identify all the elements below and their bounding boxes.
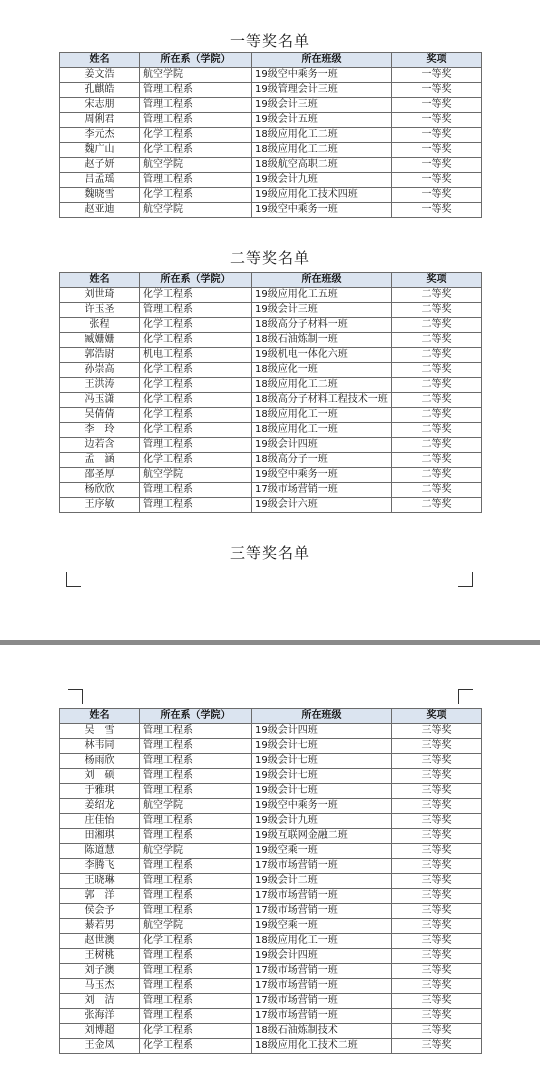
header-award: 奖项	[392, 709, 482, 724]
cell-department: 管理工程系	[140, 113, 252, 128]
table-row	[60, 829, 482, 844]
cell-name: 陈道慧	[60, 844, 140, 859]
cell-class: 18级航空高职二班	[252, 158, 392, 173]
cell-class: 19级管理会计三班	[252, 83, 392, 98]
header-award: 奖项	[392, 273, 482, 288]
cell-class: 19级空乘一班	[252, 844, 392, 859]
cell-department: 航空学院	[140, 799, 252, 814]
table-row	[60, 288, 482, 303]
cell-class: 18级高分子材料工程技术一班	[252, 393, 392, 408]
second-prize-table	[59, 272, 482, 513]
cell-class: 17级市场营销一班	[252, 889, 392, 904]
cell-class: 17级市场营销一班	[252, 1009, 392, 1024]
cell-class: 18级应用化工一班	[252, 408, 392, 423]
cell-name: 赵亚迪	[60, 203, 140, 218]
cell-name: 许玉圣	[60, 303, 140, 318]
cell-department: 化学工程系	[140, 363, 252, 378]
first-prize-table	[59, 52, 482, 218]
crop-mark-bottom-left	[66, 572, 81, 587]
cell-award: 三等奖	[392, 814, 482, 829]
document-page-2	[0, 645, 540, 1068]
cell-award: 三等奖	[392, 994, 482, 1009]
cell-department: 管理工程系	[140, 724, 252, 739]
table-header-row	[60, 53, 482, 68]
cell-award: 二等奖	[392, 393, 482, 408]
table-row	[60, 483, 482, 498]
table-row	[60, 143, 482, 158]
table-row	[60, 83, 482, 98]
table-row	[60, 769, 482, 784]
cell-class: 18级石油炼制一班	[252, 333, 392, 348]
cell-award: 二等奖	[392, 423, 482, 438]
cell-class: 18级应化一班	[252, 363, 392, 378]
cell-award: 二等奖	[392, 498, 482, 513]
cell-award: 三等奖	[392, 889, 482, 904]
table-row	[60, 68, 482, 83]
section-title-second-prize: 二等奖名单	[229, 249, 310, 267]
cell-name: 李 玲	[60, 423, 140, 438]
header-class: 所在班级	[252, 709, 392, 724]
cell-class: 19级会计五班	[252, 113, 392, 128]
cell-department: 化学工程系	[140, 143, 252, 158]
cell-name: 吴 雪	[60, 724, 140, 739]
cell-class: 18级应用化工二班	[252, 128, 392, 143]
table-row	[60, 158, 482, 173]
table-row	[60, 1024, 482, 1039]
cell-class: 19级会计四班	[252, 724, 392, 739]
cell-name: 孔麒皓	[60, 83, 140, 98]
cell-department: 化学工程系	[140, 1024, 252, 1039]
cell-class: 19级会计九班	[252, 173, 392, 188]
table-header-row	[60, 273, 482, 288]
table-row	[60, 739, 482, 754]
cell-class: 19级机电一体化六班	[252, 348, 392, 363]
cell-award: 二等奖	[392, 453, 482, 468]
cell-award: 三等奖	[392, 964, 482, 979]
cell-department: 化学工程系	[140, 423, 252, 438]
table-row	[60, 844, 482, 859]
cell-name: 林韦同	[60, 739, 140, 754]
cell-award: 一等奖	[392, 68, 482, 83]
cell-department: 化学工程系	[140, 288, 252, 303]
cell-award: 三等奖	[392, 739, 482, 754]
cell-name: 张程	[60, 318, 140, 333]
cell-name: 姜文浩	[60, 68, 140, 83]
cell-class: 18级高分子一班	[252, 453, 392, 468]
cell-department: 化学工程系	[140, 378, 252, 393]
cell-award: 一等奖	[392, 188, 482, 203]
cell-department: 管理工程系	[140, 814, 252, 829]
cell-award: 三等奖	[392, 784, 482, 799]
table-row	[60, 113, 482, 128]
cell-class: 19级会计九班	[252, 814, 392, 829]
cell-department: 管理工程系	[140, 889, 252, 904]
header-class: 所在班级	[252, 53, 392, 68]
cell-award: 一等奖	[392, 143, 482, 158]
header-department: 所在系（学院）	[140, 53, 252, 68]
cell-award: 三等奖	[392, 1039, 482, 1054]
table-row	[60, 453, 482, 468]
cell-class: 18级应用化工一班	[252, 423, 392, 438]
cell-class: 17级市场营销一班	[252, 979, 392, 994]
cell-name: 王序敏	[60, 498, 140, 513]
cell-class: 19级互联网金融二班	[252, 829, 392, 844]
cell-class: 18级应用化工二班	[252, 378, 392, 393]
table-row	[60, 859, 482, 874]
cell-name: 魏广山	[60, 143, 140, 158]
cell-name: 魏晓雪	[60, 188, 140, 203]
table-row	[60, 964, 482, 979]
cell-department: 管理工程系	[140, 904, 252, 919]
cell-name: 臧姗姗	[60, 333, 140, 348]
table-row	[60, 724, 482, 739]
cell-department: 化学工程系	[140, 333, 252, 348]
cell-name: 王金凤	[60, 1039, 140, 1054]
cell-department: 机电工程系	[140, 348, 252, 363]
cell-name: 刘 洁	[60, 994, 140, 1009]
cell-name: 李元杰	[60, 128, 140, 143]
cell-award: 一等奖	[392, 203, 482, 218]
cell-class: 18级应用化工技术二班	[252, 1039, 392, 1054]
cell-department: 管理工程系	[140, 1009, 252, 1024]
cell-department: 化学工程系	[140, 453, 252, 468]
table-row	[60, 498, 482, 513]
cell-name: 于雅琪	[60, 784, 140, 799]
cell-department: 航空学院	[140, 203, 252, 218]
cell-department: 管理工程系	[140, 98, 252, 113]
cell-award: 二等奖	[392, 378, 482, 393]
cell-class: 19级会计三班	[252, 98, 392, 113]
cell-award: 三等奖	[392, 829, 482, 844]
cell-award: 三等奖	[392, 724, 482, 739]
cell-award: 三等奖	[392, 934, 482, 949]
cell-name: 边若含	[60, 438, 140, 453]
cell-class: 19级会计四班	[252, 949, 392, 964]
header-class: 所在班级	[252, 273, 392, 288]
table-row	[60, 799, 482, 814]
cell-award: 一等奖	[392, 113, 482, 128]
cell-class: 19级空中乘务一班	[252, 468, 392, 483]
cell-class: 18级应用化工一班	[252, 934, 392, 949]
cell-name: 吴倩倩	[60, 408, 140, 423]
section-title-third-prize: 三等奖名单	[229, 544, 310, 562]
cell-award: 二等奖	[392, 363, 482, 378]
cell-award: 二等奖	[392, 468, 482, 483]
cell-department: 航空学院	[140, 919, 252, 934]
cell-name: 宋志朋	[60, 98, 140, 113]
table-row	[60, 128, 482, 143]
section-title-first-prize: 一等奖名单	[229, 32, 310, 50]
cell-award: 一等奖	[392, 98, 482, 113]
cell-award: 二等奖	[392, 438, 482, 453]
cell-name: 庄佳怡	[60, 814, 140, 829]
cell-award: 三等奖	[392, 949, 482, 964]
cell-name: 姜绍龙	[60, 799, 140, 814]
cell-name: 赵世澳	[60, 934, 140, 949]
table-row	[60, 904, 482, 919]
cell-class: 19级会计二班	[252, 874, 392, 889]
cell-department: 化学工程系	[140, 408, 252, 423]
cell-award: 二等奖	[392, 408, 482, 423]
cell-name: 王树桃	[60, 949, 140, 964]
cell-department: 航空学院	[140, 158, 252, 173]
cell-award: 二等奖	[392, 288, 482, 303]
cell-class: 18级石油炼制技术	[252, 1024, 392, 1039]
table-row	[60, 98, 482, 113]
cell-department: 管理工程系	[140, 483, 252, 498]
cell-name: 郭浩尉	[60, 348, 140, 363]
cell-name: 孙崇高	[60, 363, 140, 378]
cell-department: 管理工程系	[140, 829, 252, 844]
cell-department: 管理工程系	[140, 173, 252, 188]
cell-class: 19级空中乘务一班	[252, 203, 392, 218]
cell-department: 航空学院	[140, 68, 252, 83]
cell-award: 二等奖	[392, 318, 482, 333]
table-row	[60, 994, 482, 1009]
cell-award: 三等奖	[392, 1024, 482, 1039]
cell-department: 管理工程系	[140, 979, 252, 994]
cell-name: 侯会予	[60, 904, 140, 919]
table-row	[60, 333, 482, 348]
cell-name: 冯玉潇	[60, 393, 140, 408]
cell-department: 管理工程系	[140, 769, 252, 784]
cell-department: 管理工程系	[140, 498, 252, 513]
cell-class: 19级会计七班	[252, 784, 392, 799]
cell-award: 一等奖	[392, 158, 482, 173]
cell-award: 三等奖	[392, 904, 482, 919]
cell-name: 邵圣厚	[60, 468, 140, 483]
table-row	[60, 363, 482, 378]
cell-class: 17级市场营销一班	[252, 483, 392, 498]
cell-department: 管理工程系	[140, 859, 252, 874]
cell-department: 管理工程系	[140, 964, 252, 979]
cell-department: 管理工程系	[140, 994, 252, 1009]
header-name: 姓名	[60, 53, 140, 68]
table-row	[60, 203, 482, 218]
cell-name: 刘博超	[60, 1024, 140, 1039]
cell-name: 李腾飞	[60, 859, 140, 874]
cell-class: 19级空中乘务一班	[252, 799, 392, 814]
cell-department: 化学工程系	[140, 318, 252, 333]
cell-class: 19级会计七班	[252, 739, 392, 754]
table-row	[60, 173, 482, 188]
header-department: 所在系（学院）	[140, 273, 252, 288]
cell-department: 管理工程系	[140, 739, 252, 754]
cell-department: 化学工程系	[140, 188, 252, 203]
table-row	[60, 934, 482, 949]
cell-department: 化学工程系	[140, 393, 252, 408]
table-row	[60, 754, 482, 769]
cell-award: 二等奖	[392, 333, 482, 348]
cell-class: 19级会计六班	[252, 498, 392, 513]
table-header-row	[60, 709, 482, 724]
cell-name: 王晓琳	[60, 874, 140, 889]
table-row	[60, 874, 482, 889]
cell-name: 吕孟瑶	[60, 173, 140, 188]
table-row	[60, 468, 482, 483]
crop-mark-bottom-right	[458, 572, 473, 587]
table-row	[60, 784, 482, 799]
cell-department: 管理工程系	[140, 874, 252, 889]
table-row	[60, 1039, 482, 1054]
table-row	[60, 348, 482, 363]
cell-class: 17级市场营销一班	[252, 904, 392, 919]
cell-department: 化学工程系	[140, 934, 252, 949]
cell-class: 19级空乘一班	[252, 919, 392, 934]
cell-award: 二等奖	[392, 483, 482, 498]
cell-award: 一等奖	[392, 173, 482, 188]
cell-class: 18级高分子材料一班	[252, 318, 392, 333]
cell-department: 航空学院	[140, 468, 252, 483]
cell-department: 航空学院	[140, 844, 252, 859]
cell-department: 管理工程系	[140, 949, 252, 964]
cell-class: 17级市场营销一班	[252, 859, 392, 874]
cell-name: 杨雨欣	[60, 754, 140, 769]
cell-department: 管理工程系	[140, 784, 252, 799]
cell-class: 17级市场营销一班	[252, 994, 392, 1009]
cell-name: 刘 硕	[60, 769, 140, 784]
cell-class: 17级市场营销一班	[252, 964, 392, 979]
cell-name: 綦若男	[60, 919, 140, 934]
cell-award: 三等奖	[392, 799, 482, 814]
cell-name: 马玉杰	[60, 979, 140, 994]
cell-award: 三等奖	[392, 919, 482, 934]
table-row	[60, 814, 482, 829]
cell-class: 19级应用化工技术四班	[252, 188, 392, 203]
cell-name: 王洪涛	[60, 378, 140, 393]
cell-name: 赵子妍	[60, 158, 140, 173]
table-row	[60, 303, 482, 318]
cell-award: 三等奖	[392, 979, 482, 994]
table-row	[60, 423, 482, 438]
table-row	[60, 919, 482, 934]
cell-award: 三等奖	[392, 754, 482, 769]
cell-class: 18级应用化工二班	[252, 143, 392, 158]
header-award: 奖项	[392, 53, 482, 68]
cell-class: 19级会计七班	[252, 754, 392, 769]
cell-name: 孟 涵	[60, 453, 140, 468]
header-department: 所在系（学院）	[140, 709, 252, 724]
cell-class: 19级会计七班	[252, 769, 392, 784]
table-row	[60, 438, 482, 453]
cell-name: 周俐君	[60, 113, 140, 128]
cell-award: 三等奖	[392, 769, 482, 784]
table-row	[60, 979, 482, 994]
header-name: 姓名	[60, 709, 140, 724]
crop-mark-top-right	[458, 689, 473, 704]
third-prize-table	[59, 708, 482, 1054]
cell-award: 二等奖	[392, 348, 482, 363]
table-row	[60, 393, 482, 408]
cell-award: 一等奖	[392, 83, 482, 98]
table-row	[60, 1009, 482, 1024]
cell-name: 张海洋	[60, 1009, 140, 1024]
table-row	[60, 408, 482, 423]
cell-award: 三等奖	[392, 859, 482, 874]
cell-department: 管理工程系	[140, 303, 252, 318]
crop-mark-top-left	[68, 689, 83, 704]
cell-class: 19级应用化工五班	[252, 288, 392, 303]
table-row	[60, 378, 482, 393]
cell-name: 刘子澳	[60, 964, 140, 979]
table-row	[60, 889, 482, 904]
cell-award: 三等奖	[392, 874, 482, 889]
cell-class: 19级会计三班	[252, 303, 392, 318]
table-row	[60, 318, 482, 333]
cell-department: 化学工程系	[140, 128, 252, 143]
cell-department: 管理工程系	[140, 438, 252, 453]
cell-name: 田湘琪	[60, 829, 140, 844]
cell-award: 二等奖	[392, 303, 482, 318]
cell-award: 一等奖	[392, 128, 482, 143]
cell-department: 管理工程系	[140, 83, 252, 98]
cell-award: 三等奖	[392, 1009, 482, 1024]
cell-name: 郭 洋	[60, 889, 140, 904]
cell-award: 三等奖	[392, 844, 482, 859]
table-row	[60, 188, 482, 203]
header-name: 姓名	[60, 273, 140, 288]
cell-department: 化学工程系	[140, 1039, 252, 1054]
cell-name: 杨欣欣	[60, 483, 140, 498]
cell-class: 19级空中乘务一班	[252, 68, 392, 83]
table-row	[60, 949, 482, 964]
cell-name: 刘世琦	[60, 288, 140, 303]
cell-department: 管理工程系	[140, 754, 252, 769]
cell-class: 19级会计四班	[252, 438, 392, 453]
